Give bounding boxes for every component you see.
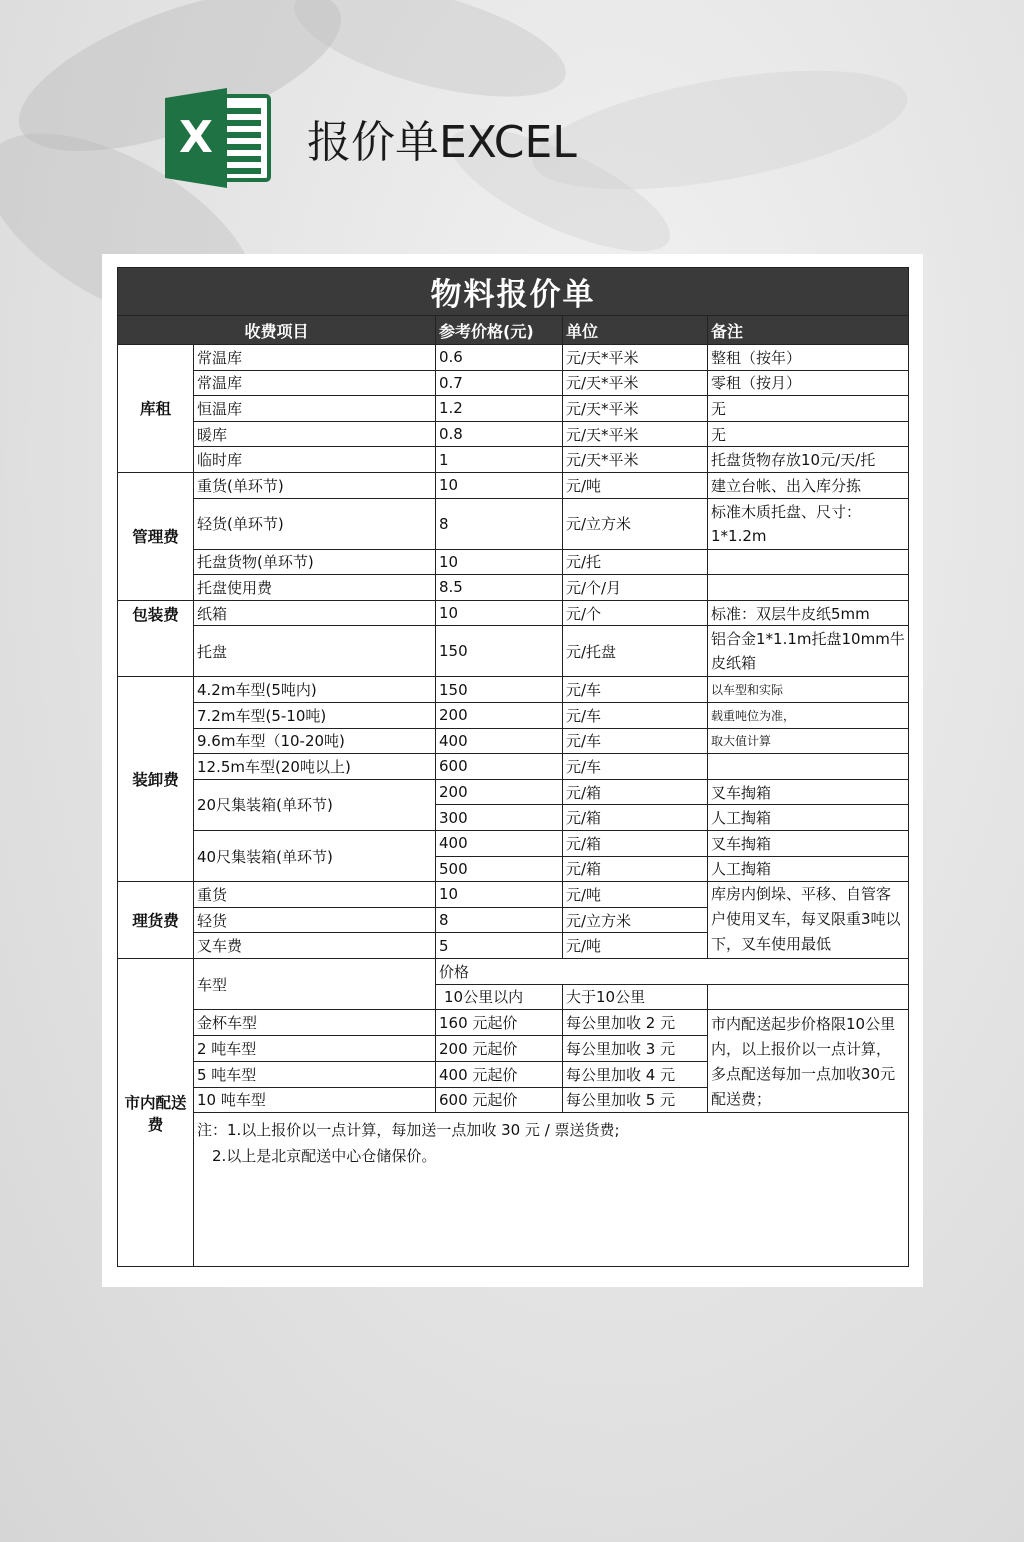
- price-cell: 300: [436, 805, 563, 831]
- category-delivery: 市内配送费: [118, 959, 194, 1267]
- subheader-within-10km: 10公里以内: [436, 984, 563, 1010]
- item-cell: 40尺集装箱(单环节): [194, 830, 436, 881]
- price-cell: 8.5: [436, 575, 563, 601]
- item-cell: 纸箱: [194, 600, 436, 626]
- unit-cell: 元/箱: [563, 805, 708, 831]
- sheet-title: 物料报价单: [118, 268, 909, 316]
- price-cell: 600: [436, 754, 563, 780]
- unit-cell: 元/托盘: [563, 626, 708, 677]
- unit-cell: 元/箱: [563, 830, 708, 856]
- item-cell: 常温库: [194, 345, 436, 371]
- page-header: [165, 88, 577, 188]
- svg-text:X: X: [179, 112, 213, 163]
- extra-price-cell: 每公里加收 5 元: [563, 1087, 708, 1113]
- unit-cell: 元/天*平米: [563, 396, 708, 422]
- unit-cell: 元/吨: [563, 882, 708, 908]
- category-management: 管理费: [118, 472, 194, 600]
- item-cell: 4.2m车型(5吨内): [194, 677, 436, 703]
- price-cell: 0.7: [436, 370, 563, 396]
- table-row: [118, 754, 909, 780]
- table-row: [118, 779, 909, 805]
- item-cell: 托盘使用费: [194, 575, 436, 601]
- unit-cell: 元/个: [563, 600, 708, 626]
- item-cell: 托盘: [194, 626, 436, 677]
- table-row: [118, 345, 909, 371]
- unit-cell: 元/车: [563, 677, 708, 703]
- remark-cell: 零租（按月）: [708, 370, 909, 396]
- unit-cell: 元/车: [563, 754, 708, 780]
- remark-cell: 载重吨位为准，: [708, 702, 909, 728]
- table-row: [118, 370, 909, 396]
- table-title-row: [118, 268, 909, 316]
- price-cell: 400: [436, 728, 563, 754]
- category-packaging: 包装费: [118, 600, 194, 677]
- item-cell: 重货(单环节): [194, 472, 436, 498]
- table-row: [118, 882, 909, 908]
- unit-cell: 元/箱: [563, 779, 708, 805]
- item-cell: 叉车费: [194, 933, 436, 959]
- item-cell: 常温库: [194, 370, 436, 396]
- unit-cell: 元/个/月: [563, 575, 708, 601]
- price-cell: 1: [436, 447, 563, 473]
- col-header-price: 参考价格(元): [436, 316, 563, 345]
- vehicle-cell: 金杯车型: [194, 1010, 436, 1036]
- unit-cell: 元/托: [563, 549, 708, 575]
- unit-cell: 元/箱: [563, 856, 708, 882]
- unit-cell: 元/车: [563, 728, 708, 754]
- category-sorting: 理货费: [118, 882, 194, 959]
- table-row: [118, 728, 909, 754]
- price-cell: 1.2: [436, 396, 563, 422]
- table-row: [118, 447, 909, 473]
- notes-cell: [194, 1113, 909, 1267]
- vehicle-cell: 5 吨车型: [194, 1061, 436, 1087]
- item-cell: 9.6m车型（10-20吨): [194, 728, 436, 754]
- unit-cell: 元/天*平米: [563, 421, 708, 447]
- price-cell: 10: [436, 600, 563, 626]
- remark-cell: [708, 575, 909, 601]
- note-line-1: 注：1.以上报价以一点计算，每加送一点加收 30 元 / 票送货费;: [197, 1121, 620, 1140]
- table-row: [118, 959, 909, 985]
- col-header-remark: 备注: [708, 316, 909, 345]
- extra-price-cell: 每公里加收 3 元: [563, 1036, 708, 1062]
- table-row: [118, 549, 909, 575]
- base-price-cell: 400 元起价: [436, 1061, 563, 1087]
- col-header-item: 收费项目: [118, 316, 436, 345]
- remark-cell: 整租（按年）: [708, 345, 909, 371]
- base-price-cell: 200 元起价: [436, 1036, 563, 1062]
- empty-cell: [708, 984, 909, 1010]
- page-title: 报价单EXCEL: [307, 117, 577, 168]
- unit-cell: 元/天*平米: [563, 447, 708, 473]
- price-cell: 150: [436, 677, 563, 703]
- remark-cell: 人工掏箱: [708, 805, 909, 831]
- quotation-table: [117, 267, 909, 1267]
- item-cell: 20尺集装箱(单环节): [194, 779, 436, 830]
- remark-cell: 人工掏箱: [708, 856, 909, 882]
- price-header-cell: 价格: [436, 959, 909, 985]
- vehicle-cell: 2 吨车型: [194, 1036, 436, 1062]
- extra-price-cell: 每公里加收 4 元: [563, 1061, 708, 1087]
- price-cell: 10: [436, 882, 563, 908]
- remark-cell: 取大值计算: [708, 728, 909, 754]
- remark-cell: 叉车掏箱: [708, 779, 909, 805]
- vehicle-header-cell: 车型: [194, 959, 436, 1010]
- unit-cell: 元/立方米: [563, 498, 708, 549]
- table-row: [118, 600, 909, 626]
- item-cell: 恒温库: [194, 396, 436, 422]
- col-header-unit: 单位: [563, 316, 708, 345]
- price-cell: 10: [436, 472, 563, 498]
- note-line-2: 2.以上是北京配送中心仓储保价。: [212, 1147, 437, 1166]
- price-cell: 10: [436, 549, 563, 575]
- unit-cell: 元/天*平米: [563, 370, 708, 396]
- table-row: [118, 677, 909, 703]
- excel-icon: [165, 88, 273, 188]
- item-cell: 临时库: [194, 447, 436, 473]
- table-row: [118, 626, 909, 677]
- price-cell: 150: [436, 626, 563, 677]
- remark-cell: 标准：双层牛皮纸5mm: [708, 600, 909, 626]
- table-row: [118, 421, 909, 447]
- remark-cell: 无: [708, 396, 909, 422]
- item-cell: 托盘货物(单环节): [194, 549, 436, 575]
- item-cell: 暖库: [194, 421, 436, 447]
- remark-cell: 铝合金1*1.1m托盘10mm牛皮纸箱: [708, 626, 909, 677]
- price-cell: 8: [436, 907, 563, 933]
- table-row: [118, 830, 909, 856]
- subheader-over-10km: 大于10公里: [563, 984, 708, 1010]
- table-row: [118, 1113, 909, 1267]
- unit-cell: 元/吨: [563, 933, 708, 959]
- unit-cell: 元/天*平米: [563, 345, 708, 371]
- remark-cell: 标准木质托盘、尺寸：1*1.2m: [708, 498, 909, 549]
- price-cell: 200: [436, 779, 563, 805]
- unit-cell: 元/车: [563, 702, 708, 728]
- remark-cell: [708, 754, 909, 780]
- remark-cell: 市内配送起步价格限10公里内，以上报价以一点计算，多点配送每加一点加收30元配送费；: [708, 1010, 909, 1113]
- price-cell: 0.8: [436, 421, 563, 447]
- price-cell: 200: [436, 702, 563, 728]
- table-row: [118, 575, 909, 601]
- remark-cell: 无: [708, 421, 909, 447]
- price-cell: 5: [436, 933, 563, 959]
- vehicle-cell: 10 吨车型: [194, 1087, 436, 1113]
- item-cell: 重货: [194, 882, 436, 908]
- unit-cell: 元/吨: [563, 472, 708, 498]
- table-row: [118, 498, 909, 549]
- unit-cell: 元/立方米: [563, 907, 708, 933]
- remark-cell: 托盘货物存放10元/天/托: [708, 447, 909, 473]
- item-cell: 12.5m车型(20吨以上): [194, 754, 436, 780]
- category-loading: 装卸费: [118, 677, 194, 882]
- price-cell: 8: [436, 498, 563, 549]
- table-row: [118, 1010, 909, 1036]
- category-storage: 库租: [118, 345, 194, 473]
- item-cell: 轻货(单环节): [194, 498, 436, 549]
- base-price-cell: 160 元起价: [436, 1010, 563, 1036]
- base-price-cell: 600 元起价: [436, 1087, 563, 1113]
- remark-cell: 库房内倒垛、平移、自管客户使用叉车，每叉限重3吨以下，叉车使用最低: [708, 882, 909, 959]
- remark-cell: 建立台帐、出入库分拣: [708, 472, 909, 498]
- remark-cell: 叉车掏箱: [708, 830, 909, 856]
- remark-cell: 以车型和实际: [708, 677, 909, 703]
- item-cell: 7.2m车型(5-10吨): [194, 702, 436, 728]
- table-row: [118, 702, 909, 728]
- table-row: [118, 396, 909, 422]
- price-cell: 0.6: [436, 345, 563, 371]
- table-row: [118, 472, 909, 498]
- quotation-sheet: [102, 254, 923, 1287]
- column-header-row: [118, 316, 909, 345]
- price-cell: 400: [436, 830, 563, 856]
- price-cell: 500: [436, 856, 563, 882]
- extra-price-cell: 每公里加收 2 元: [563, 1010, 708, 1036]
- remark-cell: [708, 549, 909, 575]
- item-cell: 轻货: [194, 907, 436, 933]
